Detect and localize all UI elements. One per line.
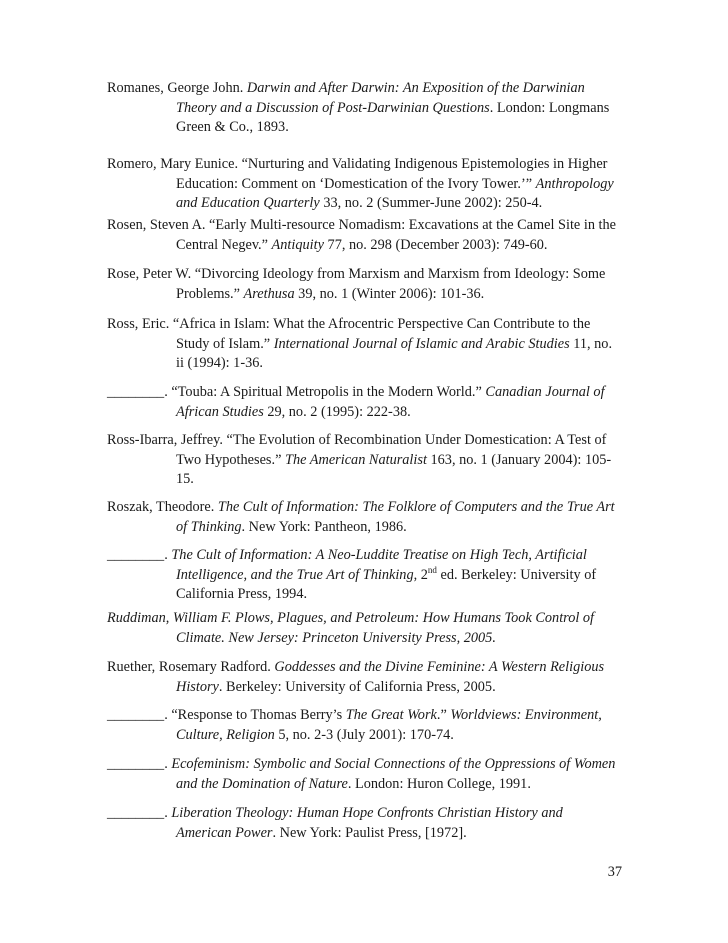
page-number: 37 bbox=[607, 864, 622, 880]
entry-line bbox=[107, 755, 623, 775]
entry-line bbox=[107, 431, 623, 451]
superscript-text: nd bbox=[427, 564, 437, 575]
entry-text: . London: Longmans bbox=[489, 99, 610, 116]
italic-text: and Education Quarterly bbox=[176, 195, 320, 211]
entry-text: Green & Co., 1893. bbox=[176, 119, 289, 135]
entry-line bbox=[107, 566, 623, 586]
bibliography-entry bbox=[107, 265, 623, 304]
bibliography-entry bbox=[107, 755, 623, 794]
entry-text: Rosen, Steven A. “Early Multi-resource Nomadism: Excavations at the Camel Site in the bbox=[107, 217, 617, 233]
entry-text: Problems.” bbox=[176, 285, 244, 302]
entry-text: 33, no. 2 (Summer-June 2002): 250-4. bbox=[319, 195, 543, 211]
entry-text: . New York: Pantheon, 1986. bbox=[241, 518, 407, 535]
entry-line bbox=[107, 403, 623, 423]
italic-text: Worldviews: Environment, bbox=[450, 707, 602, 723]
entry-line bbox=[107, 315, 623, 335]
entry-text: ________. “Response to Thomas Berry’s bbox=[107, 707, 346, 723]
entry-text: ________. bbox=[107, 547, 172, 563]
italic-text: of Thinking bbox=[176, 518, 242, 535]
entry-text: . London: Huron College, 1991. bbox=[347, 775, 531, 792]
entry-line bbox=[107, 335, 623, 355]
entry-line bbox=[107, 354, 623, 374]
bibliography-entry bbox=[107, 658, 623, 697]
bibliography-entry bbox=[107, 609, 623, 648]
entry-text: 11, no. bbox=[569, 335, 613, 352]
italic-text: Darwin and After Darwin: An Exposition of the Darwinian bbox=[246, 80, 585, 96]
italic-text: Anthropology bbox=[535, 175, 614, 192]
entry-text: 163, no. 1 (January 2004): 105- bbox=[426, 451, 612, 468]
entry-text: ii (1994): 1-36. bbox=[176, 355, 263, 371]
entry-line bbox=[107, 585, 623, 605]
entry-text: Education: Comment on ‘Domestication of the Ivory Tower.’” bbox=[176, 175, 536, 192]
entry-line bbox=[107, 726, 623, 746]
entry-text: Central Negev.” bbox=[176, 236, 272, 253]
entry-line bbox=[107, 658, 623, 678]
italic-text: African Studies bbox=[176, 403, 264, 420]
entry-text: ________. bbox=[107, 805, 172, 821]
entry-text: Two Hypotheses.” bbox=[176, 451, 285, 468]
italic-text: The Cult of Information: The Folklore of Computers and the True Art bbox=[217, 499, 615, 515]
entry-text: Study of Islam.” bbox=[176, 335, 274, 352]
entry-line bbox=[107, 498, 623, 518]
entry-text: 39, no. 1 (Winter 2006): 101-36. bbox=[294, 285, 485, 302]
entry-text: Ross, Eric. “Africa in Islam: What the Afrocentric Perspective Can Contribute to the bbox=[107, 316, 591, 332]
italic-text: Culture, Religion bbox=[176, 726, 275, 743]
bibliography-entry bbox=[107, 216, 623, 255]
entry-text: California Press, 1994. bbox=[176, 586, 308, 602]
entry-line bbox=[107, 383, 623, 403]
entry-line bbox=[107, 118, 623, 138]
entry-text: 77, no. 298 (December 2003): 749-60. bbox=[323, 236, 548, 253]
entry-text: ________. “Touba: A Spiritual Metropolis in the Modern World.” bbox=[107, 384, 486, 400]
entry-line bbox=[107, 775, 623, 795]
italic-text: The American Naturalist bbox=[285, 451, 427, 468]
italic-text: Liberation Theology: Human Hope Confronts Christian History and bbox=[171, 805, 563, 821]
entry-line bbox=[107, 79, 623, 99]
bibliography-entry bbox=[107, 706, 623, 745]
entry-line bbox=[107, 609, 623, 629]
entry-line bbox=[107, 678, 623, 698]
entry-line bbox=[107, 194, 623, 214]
entry-line bbox=[107, 470, 623, 490]
entry-line bbox=[107, 236, 623, 256]
bibliography-entry bbox=[107, 383, 623, 422]
bibliography-entry bbox=[107, 315, 623, 374]
italic-text: American Power bbox=[176, 824, 273, 841]
entry-text: Romero, Mary Eunice. “Nurturing and Validating Indigenous Epistemologies in Higher bbox=[107, 156, 608, 172]
entry-line bbox=[107, 518, 623, 538]
entry-line bbox=[107, 706, 623, 726]
italic-text: Ecofeminism: Symbolic and Social Connections of the Oppressions of Women bbox=[171, 756, 616, 772]
bibliography-entry bbox=[107, 498, 623, 537]
bibliography-entry bbox=[107, 79, 623, 138]
italic-text: and the Domination of Nature bbox=[176, 775, 348, 792]
bibliography-entry bbox=[107, 546, 623, 605]
italic-text: International Journal of Islamic and Arabic Studies bbox=[273, 335, 570, 352]
entry-line bbox=[107, 546, 623, 566]
entry-text: Romanes, George John. bbox=[107, 80, 247, 96]
entry-text: , 2 bbox=[413, 566, 428, 583]
entry-line bbox=[107, 216, 623, 236]
entry-text: Rose, Peter W. “Divorcing Ideology from Marxism and Marxism from Ideology: Some bbox=[107, 266, 606, 282]
italic-text: The Cult of Information: A Neo-Luddite Treatise on High Tech, Artificial bbox=[171, 547, 587, 563]
entry-line bbox=[107, 629, 623, 649]
entry-text: 29, no. 2 (1995): 222-38. bbox=[263, 403, 411, 420]
entry-line bbox=[107, 451, 623, 471]
bibliography-entry bbox=[107, 431, 623, 490]
italic-text: History bbox=[176, 678, 219, 695]
italic-text: Canadian Journal of bbox=[485, 384, 605, 400]
entry-line bbox=[107, 804, 623, 824]
entry-text: ed. Berkeley: University of bbox=[436, 566, 597, 583]
entry-text: Ruether, Rosemary Radford. bbox=[107, 659, 275, 675]
entry-text: .” bbox=[436, 707, 451, 723]
entry-text: Ross-Ibarra, Jeffrey. “The Evolution of Recombination Under Domestication: A Test of bbox=[107, 432, 607, 448]
entry-text: 15. bbox=[176, 471, 194, 487]
entry-line bbox=[107, 824, 623, 844]
entry-line bbox=[107, 285, 623, 305]
bibliography-entry bbox=[107, 804, 623, 843]
entry-text: 5, no. 2-3 (July 2001): 170-74. bbox=[274, 726, 454, 743]
entry-line bbox=[107, 265, 623, 285]
italic-text: Ruddiman, William F. Plows, Plagues, and Petroleum: How Humans Took Control of bbox=[107, 610, 595, 626]
italic-text: Climate. New Jersey: Princeton University Press, 2005. bbox=[176, 629, 496, 646]
italic-text: Arethusa bbox=[243, 285, 295, 302]
italic-text: Goddesses and the Divine Feminine: A Western Religious bbox=[274, 659, 605, 675]
italic-text: Intelligence, and the True Art of Thinking bbox=[176, 566, 414, 583]
entry-line bbox=[107, 155, 623, 175]
entry-text: Roszak, Theodore. bbox=[107, 499, 218, 515]
entry-text: . New York: Paulist Press, [1972]. bbox=[272, 824, 467, 841]
entry-line bbox=[107, 99, 623, 119]
italic-text: Antiquity bbox=[271, 236, 324, 253]
entry-line bbox=[107, 175, 623, 195]
bibliography-entry bbox=[107, 155, 623, 214]
entry-text: . Berkeley: University of California Press, 2005. bbox=[218, 678, 496, 695]
italic-text: The Great Work bbox=[345, 707, 437, 723]
italic-text: Theory and a Discussion of Post-Darwinian Questions bbox=[176, 99, 490, 116]
entry-text: ________. bbox=[107, 756, 172, 772]
